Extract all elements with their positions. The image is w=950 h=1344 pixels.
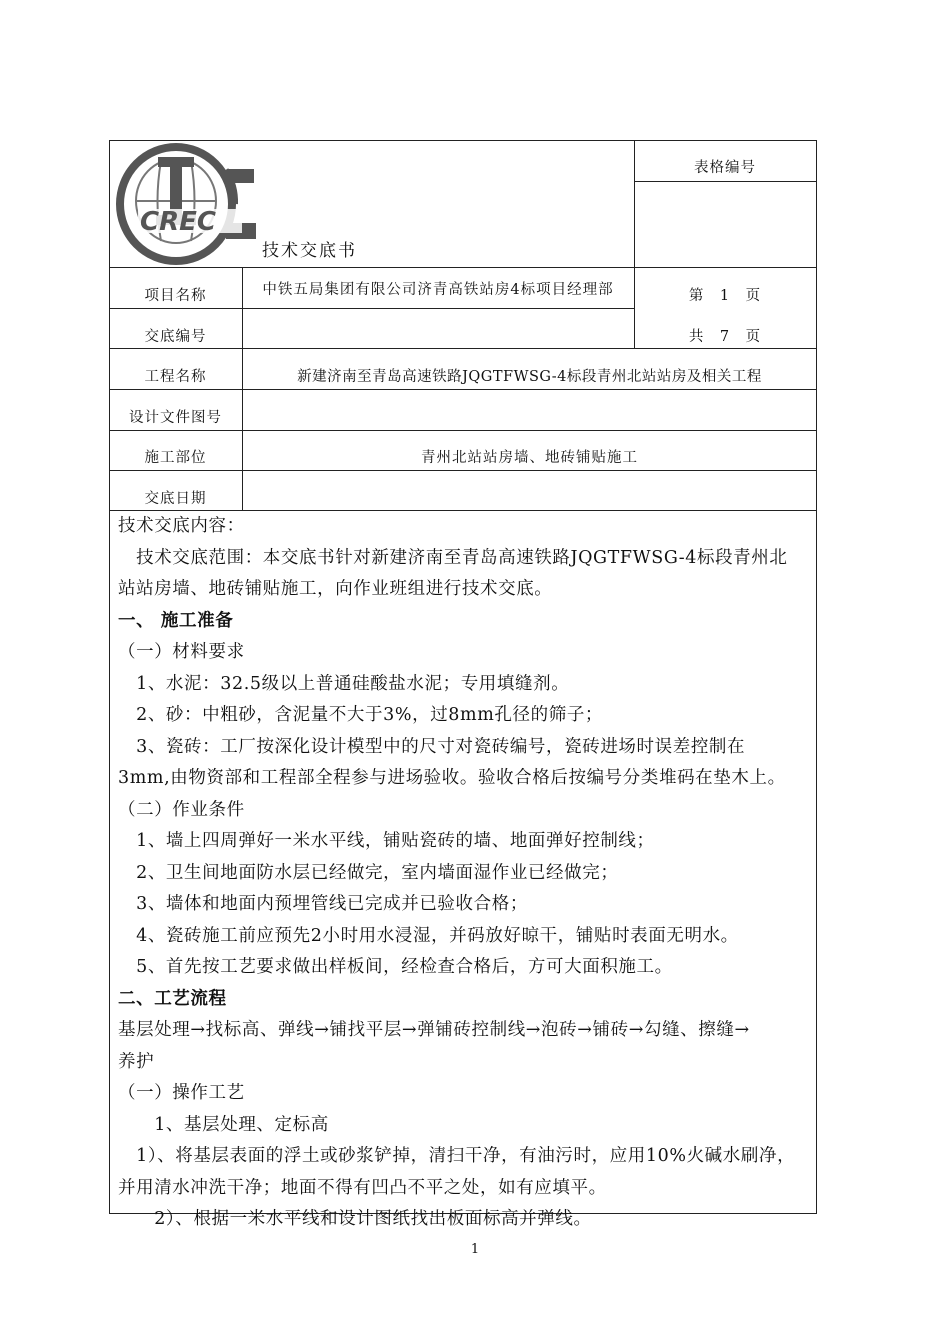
page-current: 第 1 页 bbox=[688, 288, 762, 304]
subsection-heading: （二）作业条件 bbox=[118, 799, 245, 820]
list-item: 3mm,由物资部和工程部全程参与进场验收。验收合格后按编号分类堆码在垫木上。 bbox=[118, 768, 786, 788]
content-heading: 技术交底内容： bbox=[118, 516, 245, 536]
list-item: 3、墙体和地面内预埋管线已完成并已验收合格； bbox=[118, 894, 528, 914]
list-item: 2）、根据一米水平线和设计图纸找出板面标高并弹线。 bbox=[118, 1209, 592, 1229]
disclosure-content bbox=[118, 511, 812, 1236]
rule bbox=[634, 181, 816, 182]
form-number-label: 表格编号 bbox=[694, 160, 756, 176]
disclosure-number-label: 交底编号 bbox=[144, 329, 207, 345]
list-item: 1、墙上四周弹好一米水平线，铺贴瓷砖的墙、地面弹好控制线； bbox=[118, 831, 655, 851]
list-item: 5、首先按工艺要求做出样板间，经检查合格后，方可大面积施工。 bbox=[118, 957, 673, 977]
rule bbox=[109, 430, 817, 431]
list-item: 1、基层处理、定标高 bbox=[118, 1114, 329, 1135]
section-heading: 一、 施工准备 bbox=[118, 610, 234, 631]
logo-lettering: CREC bbox=[140, 207, 216, 237]
rule bbox=[109, 308, 634, 309]
rule bbox=[109, 267, 817, 268]
rule bbox=[109, 348, 817, 349]
project-name-value: 中铁五局集团有限公司济青高铁站房4标项目经理部 bbox=[262, 282, 614, 298]
page-number: 1 bbox=[470, 1242, 480, 1257]
rule bbox=[109, 470, 817, 471]
list-item: 3、瓷砖：工厂按深化设计模型中的尺寸对瓷砖编号，瓷砖进场时误差控制在 bbox=[118, 736, 746, 757]
rule bbox=[242, 267, 243, 510]
paragraph: 技术交底范围：本交底书针对新建济南至青岛高速铁路JQGTFWSG-4标段青州北 bbox=[118, 547, 788, 568]
document-title: 技术交底书 bbox=[262, 241, 357, 261]
list-item: 4、瓷砖施工前应预先2小时用水浸湿，并码放好晾干，铺贴时表面无明水。 bbox=[118, 925, 739, 946]
construction-part-label: 施工部位 bbox=[144, 450, 207, 466]
crec-logo bbox=[116, 143, 258, 265]
subsection-heading: （一）操作工艺 bbox=[118, 1083, 245, 1103]
project-name-label: 项目名称 bbox=[144, 288, 207, 304]
list-item: 2、砂：中粗砂，含泥量不大于3%，过8mm孔径的筛子； bbox=[118, 705, 604, 725]
list-item: 1）、将基层表面的浮土或砂浆铲掉，清扫干净，有油污时，应用10%火碱水刷净， bbox=[118, 1146, 796, 1166]
page-total: 共 7 页 bbox=[688, 329, 762, 345]
process-flow: 养护 bbox=[118, 1051, 155, 1072]
process-flow: 基层处理→找标高、弹线→铺找平层→弹铺砖控制线→泡砖→铺砖→勾缝、擦缝→ bbox=[118, 1020, 750, 1040]
engineering-name-label: 工程名称 bbox=[144, 369, 207, 385]
list-item: 并用清水冲洗干净；地面不得有凹凸不平之处，如有应填平。 bbox=[118, 1177, 607, 1198]
rule bbox=[109, 389, 817, 390]
paragraph: 站站房墙、地砖铺贴施工，向作业班组进行技术交底。 bbox=[118, 579, 553, 599]
subsection-heading: （一）材料要求 bbox=[118, 642, 245, 662]
engineering-name-value: 新建济南至青岛高速铁路JQGTFWSG-4标段青州北站站房及相关工程 bbox=[297, 369, 762, 385]
construction-part-value: 青州北站站房墙、地砖铺贴施工 bbox=[421, 450, 638, 466]
section-heading: 二、工艺流程 bbox=[118, 988, 227, 1009]
design-document-label: 设计文件图号 bbox=[129, 410, 222, 426]
list-item: 1、水泥：32.5级以上普通硅酸盐水泥；专用填缝剂。 bbox=[118, 673, 570, 694]
disclosure-date-label: 交底日期 bbox=[144, 491, 207, 507]
list-item: 2、卫生间地面防水层已经做完，室内墙面湿作业已经做完； bbox=[118, 862, 619, 883]
